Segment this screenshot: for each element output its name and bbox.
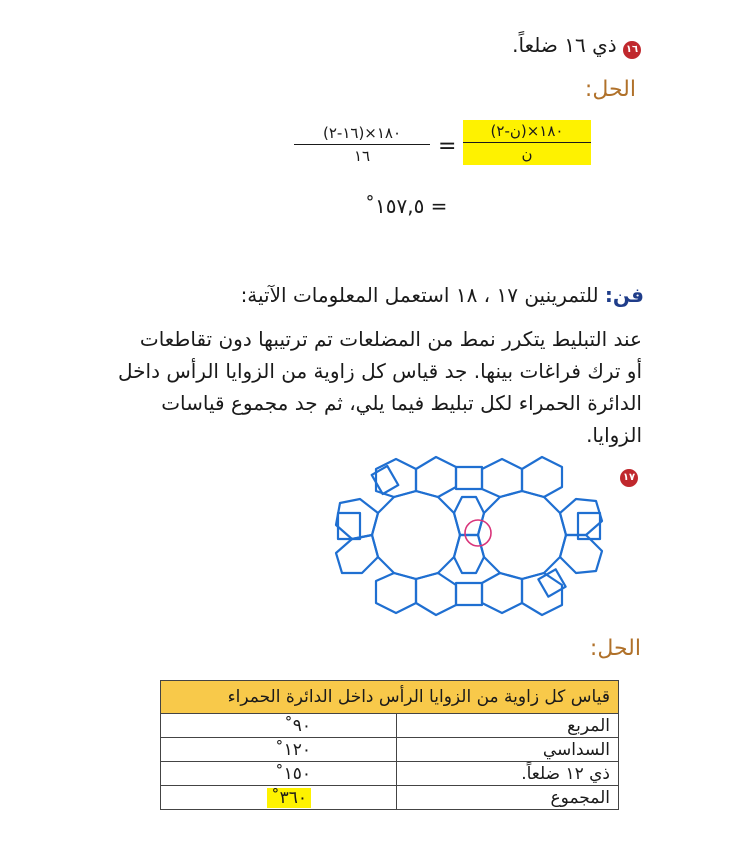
shape-cell: ذي ١٢ ضلعاً. (397, 762, 619, 786)
hexagon-tile (454, 535, 484, 573)
formula-left-fraction (294, 122, 430, 167)
hexagon-tile (376, 573, 416, 613)
exercise-17 (620, 465, 638, 487)
total-cell (161, 786, 397, 810)
formula-left-denominator: ١٦ (353, 147, 371, 165)
paragraph-line: أو ترك فراغات بينها. جد قياس كل زاوية من الزوايا الرأس داخل (118, 359, 642, 383)
angle-cell: ١٥٠˚ (161, 762, 397, 786)
table-header: قياس كل زاوية من الزوايا الرأس داخل الدائرة الحمراء (161, 681, 619, 714)
square-tile (456, 467, 482, 489)
section-label: فن: (604, 283, 644, 307)
formula-right-denominator: ن (463, 143, 591, 165)
table-row (161, 786, 619, 810)
instructions-paragraph (42, 323, 642, 451)
table-row (161, 762, 619, 786)
dodecagon-tile (372, 491, 460, 579)
hexagon-tile (454, 497, 484, 535)
solution-label: الحل: (584, 77, 636, 102)
table-row (161, 714, 619, 738)
exercise-16-text: ذي ١٦ ضلعاً. (512, 33, 617, 57)
hexagon-tile (560, 499, 602, 535)
hexagon-tile (416, 457, 456, 497)
angle-cell: ٩٠˚ (161, 714, 397, 738)
shape-cell: السداسي (397, 738, 619, 762)
hexagon-tile (522, 457, 562, 497)
shape-cell: المربع (397, 714, 619, 738)
formula-right-numerator: ١٨٠×(ن-٢) (463, 120, 591, 142)
section-title: للتمرينين ١٧ ، ١٨ استعمل المعلومات الآتية: (240, 283, 599, 307)
hexagon-tile (336, 535, 378, 573)
total-angle: ٣٦٠˚ (267, 788, 311, 808)
section-heading (241, 283, 644, 307)
exercise-number-badge: ١٧ (620, 469, 638, 487)
formula-equals: = (438, 134, 457, 159)
tiling-figure (330, 455, 620, 630)
paragraph-line: عند التبليط يتكرر نمط من المضلعات تم ترتيبها دون تقاطعات (139, 327, 642, 351)
formula-left-numerator: ١٨٠×(١٦-٢) (322, 124, 402, 142)
angles-table (160, 680, 619, 810)
shape-cell: المجموع (397, 786, 619, 810)
hexagon-tile (482, 573, 522, 613)
hexagon-tile (416, 573, 456, 615)
formula-right-fraction (463, 120, 591, 165)
hexagon-tile (336, 499, 378, 539)
solution-label: الحل: (589, 636, 641, 661)
hexagon-tile (560, 535, 602, 573)
formula-result: = ١٥٧,٥˚ (365, 194, 448, 218)
paragraph-line: الزوايا. (586, 423, 642, 447)
exercise-number-badge: ١٦ (623, 41, 641, 59)
table-row (161, 738, 619, 762)
angle-cell: ١٢٠˚ (161, 738, 397, 762)
paragraph-line: الدائرة الحمراء لكل تبليط فيما يلي، ثم جد مجموع قياسات (161, 391, 642, 415)
hexagon-tile (522, 573, 562, 615)
square-tile (456, 583, 482, 605)
hexagon-tile (482, 459, 522, 497)
exercise-16 (512, 33, 641, 59)
